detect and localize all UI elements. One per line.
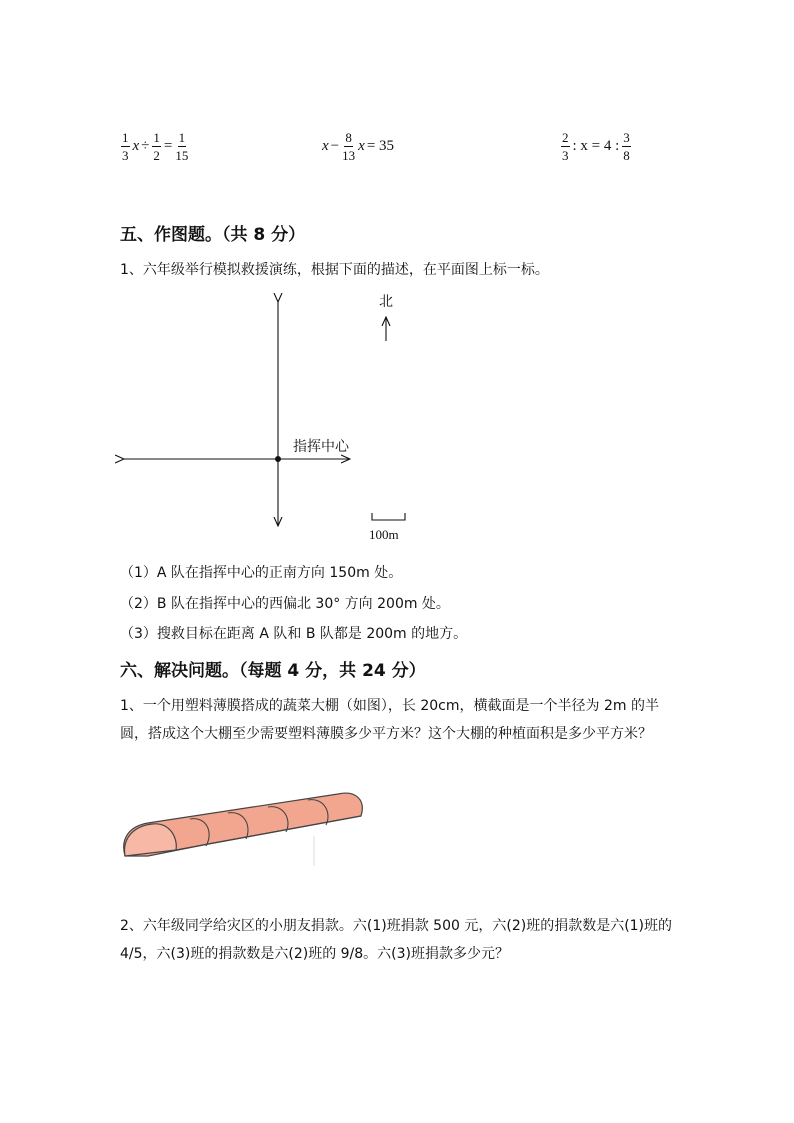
- command-center-label: 指挥中心: [293, 439, 349, 455]
- section6-question-1: 1、一个用塑料薄膜搭成的蔬菜大棚（如图），长 20cm，横截面是一个半径为 2m 的半圆，搭成这个大棚至少需要塑料薄膜多少平方米？这个大棚的种植面积是多少平方米？: [120, 698, 659, 742]
- equation-1: $\frac{1}{3}$ x ÷ $\frac{1}{2}$ = $\frac{1}{15}$: [122, 130, 189, 163]
- scale-bar: [372, 513, 405, 520]
- north-label: 北: [379, 294, 393, 310]
- equation-2: x − $\frac{8}{13}$ x = 35: [322, 130, 395, 163]
- section5-item-2: （2）B 队在指挥中心的西偏北 30° 方向 200m 处。: [120, 596, 450, 612]
- section5-item-1: （1）A 队在指挥中心的正南方向 150m 处。: [120, 565, 403, 581]
- plan-diagram: [110, 285, 430, 555]
- fraction: $\frac{3}{8}$: [623, 130, 630, 163]
- fraction: $\frac{1}{2}$: [153, 130, 160, 163]
- section6-title: 六、解决问题。（每题 4 分，共 24 分）: [120, 661, 426, 681]
- greenhouse-illustration: [118, 786, 368, 866]
- section5-title: 五、作图题。（共 8 分）: [120, 225, 306, 245]
- section6-question-2: 2、六年级同学给灾区的小朋友捐款。六(1)班捐款 500 元，六(2)班的捐款数是六(1)班的 4/5，六(3)班的捐款数是六(2)班的 9/8。六(3)班捐款多少元？: [120, 918, 673, 962]
- equation-3: $\frac{2}{3}$ : x = 4 : $\frac{3}{8}$: [562, 130, 630, 163]
- section5-item-3: （3）搜救目标在距离 A 队和 B 队都是 200m 的地方。: [120, 626, 468, 642]
- fraction: $\frac{2}{3}$: [562, 130, 569, 163]
- fraction: $\frac{8}{13}$: [342, 130, 356, 163]
- scale-label: 100m: [369, 527, 399, 542]
- command-center-point: [275, 456, 281, 462]
- section5-question-1: 1、六年级举行模拟救援演练，根据下面的描述，在平面图上标一标。: [120, 262, 549, 278]
- fraction: $\frac{1}{15}$: [175, 130, 189, 163]
- fraction: $\frac{1}{3}$: [122, 130, 129, 163]
